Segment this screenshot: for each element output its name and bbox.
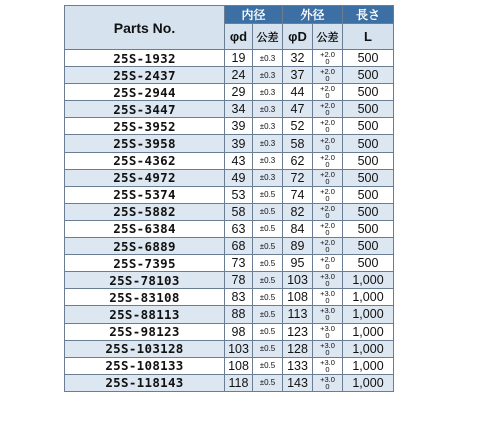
parts-table [64, 5, 394, 392]
outer-tolerance-upper: +2.0 [320, 118, 335, 128]
inner-diameter: 24 [225, 67, 253, 84]
inner-tolerance: ±0.3 [253, 169, 283, 186]
outer-tolerance-lower: 0 [325, 262, 330, 272]
inner-diameter: 88 [225, 306, 253, 323]
outer-diameter: 37 [283, 67, 313, 84]
outer-tolerance-lower: 0 [325, 364, 330, 374]
inner-diameter: 98 [225, 323, 253, 340]
inner-tolerance: ±0.3 [253, 84, 283, 101]
outer-diameter: 89 [283, 238, 313, 255]
part-number: 25S-4362 [65, 152, 225, 169]
inner-diameter: 19 [225, 50, 253, 67]
inner-tolerance: ±0.5 [253, 272, 283, 289]
part-number: 25S-6889 [65, 238, 225, 255]
outer-tolerance [313, 255, 343, 272]
outer-tolerance-lower: 0 [325, 347, 330, 357]
part-number: 25S-5374 [65, 186, 225, 203]
outer-tolerance [313, 340, 343, 357]
inner-tolerance: ±0.5 [253, 186, 283, 203]
outer-tolerance-upper: +3.0 [320, 306, 335, 316]
header-inner-diameter: 内径 [225, 6, 283, 24]
inner-diameter: 39 [225, 118, 253, 135]
inner-diameter: 49 [225, 169, 253, 186]
inner-tolerance: ±0.3 [253, 67, 283, 84]
outer-tolerance-lower: 0 [325, 142, 330, 152]
header-parts-no: Parts No. [65, 6, 225, 50]
table-row [65, 289, 394, 306]
outer-diameter: 95 [283, 255, 313, 272]
part-number: 25S-4972 [65, 169, 225, 186]
table-row [65, 374, 394, 391]
inner-tolerance: ±0.5 [253, 306, 283, 323]
table-row [65, 67, 394, 84]
part-number: 25S-6384 [65, 220, 225, 237]
outer-tolerance [313, 306, 343, 323]
inner-tolerance: ±0.3 [253, 118, 283, 135]
outer-tolerance-upper: +2.0 [320, 50, 335, 60]
outer-diameter: 47 [283, 101, 313, 118]
inner-tolerance: ±0.5 [253, 323, 283, 340]
outer-tolerance-upper: +2.0 [320, 67, 335, 77]
length: 500 [343, 169, 394, 186]
outer-tolerance-upper: +3.0 [320, 357, 335, 367]
outer-tolerance [313, 50, 343, 67]
inner-diameter: 39 [225, 135, 253, 152]
length: 500 [343, 238, 394, 255]
length: 500 [343, 101, 394, 118]
part-number: 25S-5882 [65, 203, 225, 220]
length: 500 [343, 118, 394, 135]
outer-tolerance-lower: 0 [325, 227, 330, 237]
outer-tolerance-lower: 0 [325, 176, 330, 186]
table-row [65, 238, 394, 255]
inner-diameter: 78 [225, 272, 253, 289]
inner-diameter: 63 [225, 220, 253, 237]
outer-tolerance-upper: +3.0 [320, 323, 335, 333]
part-number: 25S-98123 [65, 323, 225, 340]
outer-tolerance-lower: 0 [325, 330, 330, 340]
table-row [65, 306, 394, 323]
length: 500 [343, 255, 394, 272]
length: 500 [343, 186, 394, 203]
outer-diameter: 58 [283, 135, 313, 152]
part-number: 25S-3952 [65, 118, 225, 135]
outer-tolerance-lower: 0 [325, 125, 330, 135]
outer-diameter: 74 [283, 186, 313, 203]
outer-diameter: 62 [283, 152, 313, 169]
outer-diameter: 123 [283, 323, 313, 340]
inner-diameter: 53 [225, 186, 253, 203]
outer-tolerance-lower: 0 [325, 296, 330, 306]
table-row [65, 340, 394, 357]
part-number: 25S-3958 [65, 135, 225, 152]
outer-tolerance-lower: 0 [325, 313, 330, 323]
part-number: 25S-3447 [65, 101, 225, 118]
outer-tolerance-upper: +3.0 [320, 374, 335, 384]
inner-tolerance: ±0.3 [253, 50, 283, 67]
inner-tolerance: ±0.5 [253, 374, 283, 391]
inner-tolerance: ±0.5 [253, 220, 283, 237]
outer-diameter: 143 [283, 374, 313, 391]
outer-diameter: 44 [283, 84, 313, 101]
part-number: 25S-88113 [65, 306, 225, 323]
part-number: 25S-108133 [65, 357, 225, 374]
outer-diameter: 52 [283, 118, 313, 135]
length: 500 [343, 67, 394, 84]
inner-diameter: 103 [225, 340, 253, 357]
table-row [65, 357, 394, 374]
outer-tolerance-lower: 0 [325, 74, 330, 84]
inner-tolerance: ±0.5 [253, 340, 283, 357]
outer-tolerance [313, 118, 343, 135]
outer-tolerance [313, 135, 343, 152]
outer-diameter: 82 [283, 203, 313, 220]
length: 1,000 [343, 306, 394, 323]
outer-tolerance-lower: 0 [325, 159, 330, 169]
length: 1,000 [343, 272, 394, 289]
outer-tolerance-lower: 0 [325, 381, 330, 391]
header-phi-d: φd [225, 24, 253, 50]
outer-tolerance-upper: +3.0 [320, 272, 335, 282]
outer-tolerance [313, 220, 343, 237]
outer-tolerance-lower: 0 [325, 193, 330, 203]
outer-tolerance-upper: +2.0 [320, 186, 335, 196]
outer-tolerance-upper: +2.0 [320, 238, 335, 248]
outer-tolerance-lower: 0 [325, 91, 330, 101]
inner-diameter: 73 [225, 255, 253, 272]
part-number: 25S-1932 [65, 50, 225, 67]
length: 500 [343, 152, 394, 169]
length: 1,000 [343, 323, 394, 340]
outer-diameter: 72 [283, 169, 313, 186]
outer-tolerance [313, 272, 343, 289]
header-outer-tolerance: 公差 [313, 24, 343, 50]
outer-tolerance-upper: +2.0 [320, 135, 335, 145]
table-row [65, 323, 394, 340]
table-row [65, 50, 394, 67]
length: 1,000 [343, 357, 394, 374]
table-row [65, 220, 394, 237]
table-row [65, 101, 394, 118]
inner-tolerance: ±0.3 [253, 101, 283, 118]
outer-diameter: 32 [283, 50, 313, 67]
length: 1,000 [343, 289, 394, 306]
outer-tolerance-upper: +2.0 [320, 152, 335, 162]
outer-tolerance-upper: +3.0 [320, 340, 335, 350]
length: 500 [343, 50, 394, 67]
outer-tolerance-upper: +2.0 [320, 84, 335, 94]
inner-tolerance: ±0.5 [253, 289, 283, 306]
outer-tolerance-upper: +2.0 [320, 203, 335, 213]
table-row [65, 186, 394, 203]
outer-tolerance-lower: 0 [325, 245, 330, 255]
inner-diameter: 58 [225, 203, 253, 220]
inner-diameter: 108 [225, 357, 253, 374]
table-body [65, 50, 394, 392]
table-row [65, 169, 394, 186]
inner-tolerance: ±0.3 [253, 152, 283, 169]
inner-diameter: 29 [225, 84, 253, 101]
outer-tolerance [313, 203, 343, 220]
outer-tolerance-upper: +2.0 [320, 220, 335, 230]
inner-diameter: 68 [225, 238, 253, 255]
length: 500 [343, 135, 394, 152]
part-number: 25S-103128 [65, 340, 225, 357]
table-row [65, 152, 394, 169]
outer-tolerance [313, 67, 343, 84]
table-row [65, 272, 394, 289]
length: 500 [343, 84, 394, 101]
table-row [65, 84, 394, 101]
table-row [65, 118, 394, 135]
outer-tolerance [313, 238, 343, 255]
outer-tolerance [313, 289, 343, 306]
header-inner-tolerance: 公差 [253, 24, 283, 50]
outer-tolerance-upper: +2.0 [320, 101, 335, 111]
length: 1,000 [343, 374, 394, 391]
part-number: 25S-7395 [65, 255, 225, 272]
inner-diameter: 118 [225, 374, 253, 391]
length: 500 [343, 203, 394, 220]
inner-tolerance: ±0.5 [253, 203, 283, 220]
inner-tolerance: ±0.5 [253, 255, 283, 272]
inner-tolerance: ±0.5 [253, 238, 283, 255]
length: 500 [343, 220, 394, 237]
outer-tolerance [313, 374, 343, 391]
outer-diameter: 133 [283, 357, 313, 374]
outer-tolerance [313, 186, 343, 203]
part-number: 25S-78103 [65, 272, 225, 289]
inner-tolerance: ±0.5 [253, 357, 283, 374]
outer-diameter: 113 [283, 306, 313, 323]
inner-diameter: 43 [225, 152, 253, 169]
part-number: 25S-83108 [65, 289, 225, 306]
table-row [65, 135, 394, 152]
header-length: 長さ [343, 6, 394, 24]
length: 1,000 [343, 340, 394, 357]
outer-tolerance-lower: 0 [325, 210, 330, 220]
outer-tolerance [313, 152, 343, 169]
table-row [65, 203, 394, 220]
outer-tolerance-lower: 0 [325, 108, 330, 118]
outer-tolerance-lower: 0 [325, 57, 330, 67]
header-outer-diameter: 外径 [283, 6, 343, 24]
part-number: 25S-2437 [65, 67, 225, 84]
outer-tolerance-upper: +2.0 [320, 255, 335, 265]
header-phi-D: φD [283, 24, 313, 50]
outer-diameter: 128 [283, 340, 313, 357]
outer-diameter: 84 [283, 220, 313, 237]
outer-tolerance [313, 101, 343, 118]
outer-tolerance [313, 323, 343, 340]
outer-tolerance-upper: +2.0 [320, 169, 335, 179]
header-L: L [343, 24, 394, 50]
outer-tolerance [313, 169, 343, 186]
outer-diameter: 103 [283, 272, 313, 289]
outer-diameter: 108 [283, 289, 313, 306]
part-number: 25S-118143 [65, 374, 225, 391]
part-number: 25S-2944 [65, 84, 225, 101]
outer-tolerance-lower: 0 [325, 279, 330, 289]
table-row [65, 255, 394, 272]
inner-diameter: 34 [225, 101, 253, 118]
outer-tolerance [313, 357, 343, 374]
inner-tolerance: ±0.3 [253, 135, 283, 152]
outer-tolerance [313, 84, 343, 101]
outer-tolerance-upper: +3.0 [320, 289, 335, 299]
inner-diameter: 83 [225, 289, 253, 306]
